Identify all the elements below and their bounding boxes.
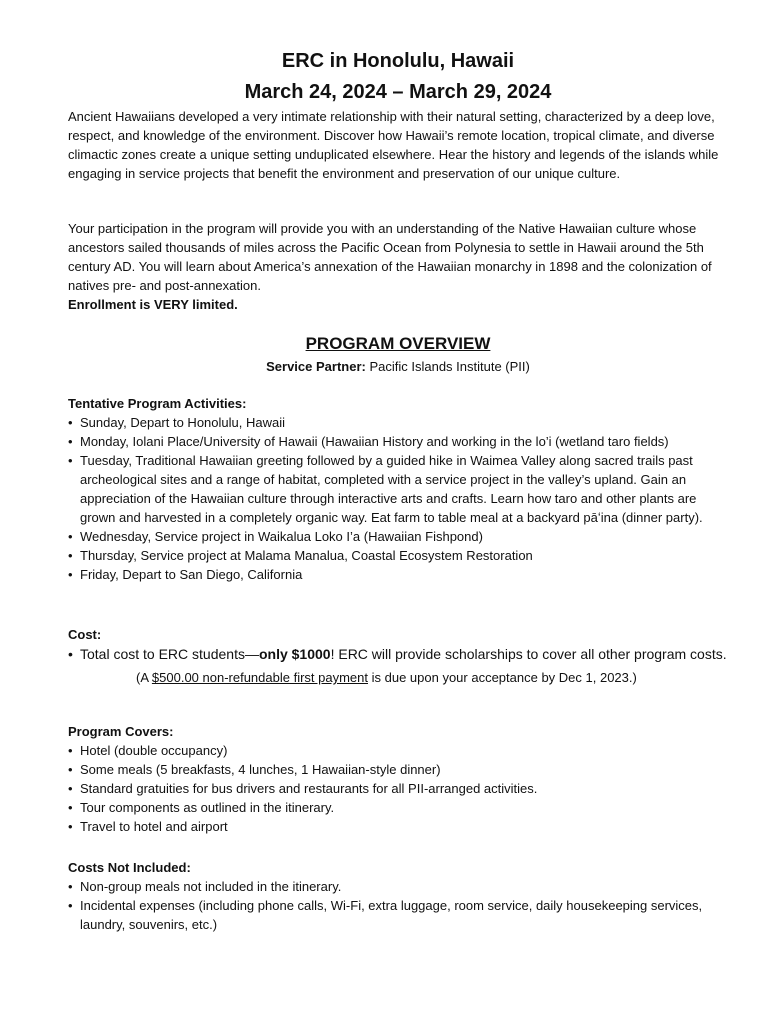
costs-not-included-section [68, 858, 728, 934]
list-item: • Travel to hotel and airport [68, 817, 728, 836]
list-item [68, 644, 728, 665]
list-item: • Wednesday, Service project in Waikalua Loko I’a (Hawaiian Fishpond) [68, 527, 728, 546]
activities-section [68, 394, 728, 584]
intro-paragraph-2: Your participation in the program will provide you with an understanding of the Native Hawaiian culture whose ancestors sailed thousands of miles across the Pacific Ocean from Polynesia to settle in Hawaii around the 5th century AD. You will learn about America’s annexation of the Hawaiian monarchy in 1898 and the colonization of natives pre- and post-annexation. [68, 221, 712, 293]
program-covers-section [68, 722, 728, 836]
list-item: • Friday, Depart to San Diego, California [68, 565, 728, 584]
program-covers-heading: Program Covers: [68, 724, 174, 739]
list-item: • Sunday, Depart to Honolulu, Hawaii [68, 413, 728, 432]
list-item: • Hotel (double occupancy) [68, 741, 728, 760]
list-item: • Some meals (5 breakfasts, 4 lunches, 1 Hawaiian-style dinner) [68, 760, 728, 779]
activities-list [68, 413, 728, 584]
cost-line-prefix: Total cost to ERC students— [80, 646, 259, 662]
service-partner [68, 357, 728, 376]
program-dates: March 24, 2024 – March 29, 2024 [244, 81, 552, 103]
intro-paragraph-1: Ancient Hawaiians developed a very intimate relationship with their natural setting, characterized by a deep love, respect, and knowledge of the environment. Discover how Hawaii’s remote location, tropical climate, and diverse climactic zones create a unique setting unduplicated elsewhere. Hear the history and legends of the islands while engaging in service projects that benefit the environment and preservation of our unique culture. [68, 109, 719, 181]
list-item: • Thursday, Service project at Malama Manalua, Coastal Ecosystem Restoration [68, 546, 728, 565]
list-item: • Standard gratuities for bus drivers and restaurants for all PII-arranged activities. [68, 779, 728, 798]
page-title: ERC in Honolulu, Hawaii [281, 50, 515, 72]
program-covers-list [68, 741, 728, 836]
payment-note-underlined: $500.00 non-refundable first payment [151, 670, 368, 685]
payment-note-open: (A [136, 670, 152, 685]
cost-amount: only $1000 [258, 646, 331, 662]
cost-heading: Cost: [68, 627, 102, 642]
costs-not-included-heading: Costs Not Included: [68, 860, 191, 875]
list-item: • Non-group meals not included in the itinerary. [68, 877, 728, 896]
cost-section [68, 625, 728, 687]
service-partner-value: Pacific Islands Institute (PII) [369, 359, 530, 374]
list-item: • Tuesday, Traditional Hawaiian greeting followed by a guided hike in Waimea Valley along sacred trails past archeological sites and a range of habitat, completed with a service project in the valley’s upland. Gain an appreciation of the Hawaiian culture through interactive arts and crafts. Learn how taro and other plants are grown and harvested in a completely organic way. Eat farm to table meal at a backyard pāʻina (dinner party). [68, 451, 728, 527]
costs-not-included-list [68, 877, 728, 934]
program-overview-heading: PROGRAM OVERVIEW [305, 334, 491, 353]
payment-note-rest: is due upon your acceptance by Dec 1, 2023.) [368, 670, 637, 685]
list-item: • Tour components as outlined in the itinerary. [68, 798, 728, 817]
payment-note [68, 668, 728, 687]
activities-heading: Tentative Program Activities: [68, 396, 247, 411]
list-item: • Incidental expenses (including phone calls, Wi-Fi, extra luggage, room service, daily housekeeping services, laundry, souvenirs, etc.) [68, 896, 728, 934]
list-item: • Monday, Iolani Place/University of Hawaii (Hawaiian History and working in the lo’i (wetland taro fields) [68, 432, 728, 451]
cost-line-suffix: ! ERC will provide scholarships to cover all other program costs. [330, 646, 727, 662]
cost-list [68, 644, 728, 665]
service-partner-label: Service Partner: [266, 359, 366, 374]
enrollment-notice: Enrollment is VERY limited. [68, 297, 238, 312]
